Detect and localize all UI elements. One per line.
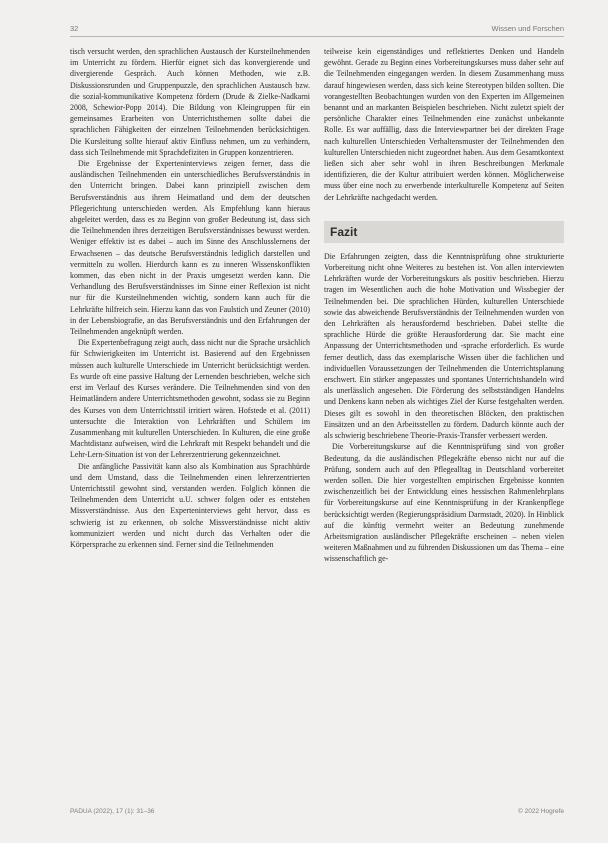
footer-publisher: © 2022 Hogrefe: [518, 808, 564, 815]
section-heading-fazit: Fazit: [324, 221, 564, 243]
running-head: [70, 24, 564, 34]
right-column: [324, 46, 564, 565]
page-footer: [70, 808, 564, 818]
page-number: 32: [70, 24, 79, 33]
body-paragraph: teilweise kein eigenständiges und reflektiertes Denken und Handeln gewöhnt. Gerade zu Beginn eines Vorbereitungskurses muss daher sehr auf die Teilnehmenden eingegangen werden. In diesem Zusammenhang muss darauf hingewiesen werden, dass sich keine Stereotypen bilden sollten. Die vorangestellten Beobachtungen wurden von den Experten im Allgemeinen benannt und an markanten Beispielen beschrieben. Nicht zuletzt spielt der persönliche Charakter eines Teilnehmenden eine zunächst unbekannte Rolle. Es war auffällig, dass die Interviewpartner bei der direkten Frage nach kulturellen Unterschieden Verhaltensmuster der Teilnehmenden den kulturellen Unterschieden nicht zugeordnet haben. Aus dem Gesamtkontext ließen sich aber sehr wohl in ihren Beschreibungen Merkmale identifizieren, die der Kultur attribuiert werden können. Möglicherweise muss über eine noch zu erwerbende interkulturelle Kompetenz auf Seiten der Lehrkräfte nachgedacht werden.: [324, 47, 564, 202]
header-rule: [70, 36, 564, 37]
body-paragraph: Die Expertenbefragung zeigt auch, dass nicht nur die Sprache ursächlich für Schwierigkeiten im Unterricht ist. Basierend auf den Ergebnissen müssen auch kulturelle Unterschiede im Unterricht berücksichtigt werden. Es wurde oft eine passive Haltung der Lernenden beschrieben, welche sich erst im Verlauf des Kurses verändere. Die Teilnehmenden sind von den Heimatländern andere Unterrichtsmethoden gewohnt, sodass sie zu Beginn des Kurses von dem Unterrichtsstil irritiert wären. Hofstede et al. (2011) untersuchte die Interaktion von Lehrkräften und Schülern im Zusammenhang mit kulturellen Unterschieden. In Kulturen, die eine große Machtdistanz aufweisen, wird die Lehrkraft mit Respekt behandelt und die Lehr-Lern-Situation ist von der Lehrerzentrierung gekennzeichnet.: [70, 338, 310, 460]
footer-citation: PADUA (2022), 17 (1): 31–36: [70, 808, 155, 815]
body-paragraph: Die anfängliche Passivität kann also als Kombination aus Sprachhürde und dem Umstand, dass die Teilnehmenden einen lehrerzentrierten Unterrichtsstil gewohnt sind, verstanden werden. Folglich können die Teilnehmenden dem Unterricht u.U. schwer folgen oder es entstehen Missverständnisse. Aus den Experteninterviews geht hervor, dass es schwierig ist zu erkennen, ob solche Missverständnisse nicht aktiv kommuniziert werden und nicht durch das Verhalten oder die Körpersprache zu erkennen sind. Ferner sind die Teilnehmenden: [70, 461, 310, 549]
body-paragraph: Die Vorbereitungskurse auf die Kenntnisprüfung sind von großer Bedeutung, da die ausländischen Pflegekräfte ebenso nicht nur auf die Prüfung, sondern auch auf den Pflegealltag in Deutschland vorbereitet werden sollen. Die hier vorgestellten empirischen Ergebnisse konnten zwischenzeitlich bei der Entwicklung eines hessischen Rahmenlehrplans für Vorbereitungskurse auf eine Kenntnisprüfung in der Krankenpflege berücksichtigt werden (Regierungspräsidium Darmstadt, 2020). In Hinblick auf die künftig vermehrt weiter an Bedeutung zunehmende Arbeitsmigration ausländischer Pflegekräfte erscheinen – neben vielen weiteren Maßnahmen und zu führenden Diskussionen um das Thema – eine wissenschaftlich ge-: [324, 442, 564, 564]
body-paragraph: tisch versucht werden, den sprachlichen Austausch der Kursteilnehmenden im Unterricht zu fördern. Hierfür eignet sich das konvergierende und divergierende Gespräch. Auch können Methoden, wie z.B. Diskussionsrunden und Gruppenpuzzle, den sprachlichen Austausch bzw. die sozial-kommunikative Kompetenz fördern (Drude & Zielke-Nadkarni 2008, Schewior-Popp 2014). Die Bildung von Kleingruppen für ein gemeinsames Erarbeiten von Unterrichtsthemen sollte dabei die sprachlichen Fähigkeiten der einzelnen Teilnehmenden berücksichtigen. Die Kursleitung sollte hierauf aktiv Einfluss nehmen, um zu verhindern, dass sich Teilnehmende mit Sprachdefiziten in Gruppen konzentrieren.: [70, 47, 310, 157]
section-title: Wissen und Forschen: [491, 24, 564, 33]
body-paragraph: Die Ergebnisse der Experteninterviews zeigen ferner, dass die ausländischen Teilnehmenden ein unterschiedliches Berufsverständnis in den Unterricht bringen. Dabei kann prinzipiell zwischen dem Berufsverständnis aus ihrem Heimatland und dem der deutschen Pflegerichtung unterschieden werden. Als Empfehlung kann hieraus abgeleitet werden, dass es zu Beginn von großer Bedeutung ist, dass sich die Teilnehmenden ihres derzeitigen Berufsverständnisses bewusst werden. Weniger effektiv ist es dabei – auch im Sinne des Anschlusslernens der Erwachsenen – das deutsche Berufsverständnis lediglich darstellen und vermitteln zu wollen. Hierdurch kann es zu inneren Wissenskonflikten kommen, das eben nicht in der Praxis umgesetzt werden kann. Die Verhandlung des Berufsverständnisses im Sinne einer Reflexion ist nicht nur für die Kursteilnehmenden wichtig, sondern kann auch für die Lehrkräfte hilfreich sein. Hierzu kann das von Faulstich und Zeuner (2010) in der Lebensbiografie, an das Berufsverständnis und den Erfahrungen der Teilnehmenden angeknüpft werden.: [70, 159, 310, 337]
body-paragraph: Die Erfahrungen zeigten, dass die Kenntnisprüfung ohne strukturierte Vorbereitung nicht ohne Weiteres zu bestehen ist. Von allen interviewten Lehrkräften wurde der Vorbereitungskurs als positiv beschrieben. Hierzu tragen im Wesentlichen auch die hohe Motivation und Wissbegier der Teilnehmenden bei. Die sprachlichen Hürden, kulturellen Unterschiede sowie das abweichende Berufsverständnis der Teilnehmenden wurden von den Lehrkräften als herausfordernd beschrieben. Dabei stellte die sprachliche Hürde die größte Herausforderung dar. Sie macht eine Anpassung der Unterrichtsmethoden und -sprache erforderlich. Es wurde ferner deutlich, dass das exemplarische Wissen über die fachlichen und individuellen Voraussetzungen der Teilnehmenden die Unterrichtsplanung erschwert. Ein stärker angepasstes und spontanes Unterrichtshandeln wird als unerlässlich angesehen. Die Förderung des selbstständigen Handelns und Denkens kann neben als wichtiges Ziel der Kurse festgehalten werden. Dieses gilt es sowohl in den theoretischen Blöcken, den praktischen Einsätzen und an den Arbeitsstellen zu fördern. Dadurch könnte auch der als schwierig beschriebene Theorie-Praxis-Transfer verbessert werden.: [324, 251, 564, 441]
left-column: [70, 46, 310, 550]
